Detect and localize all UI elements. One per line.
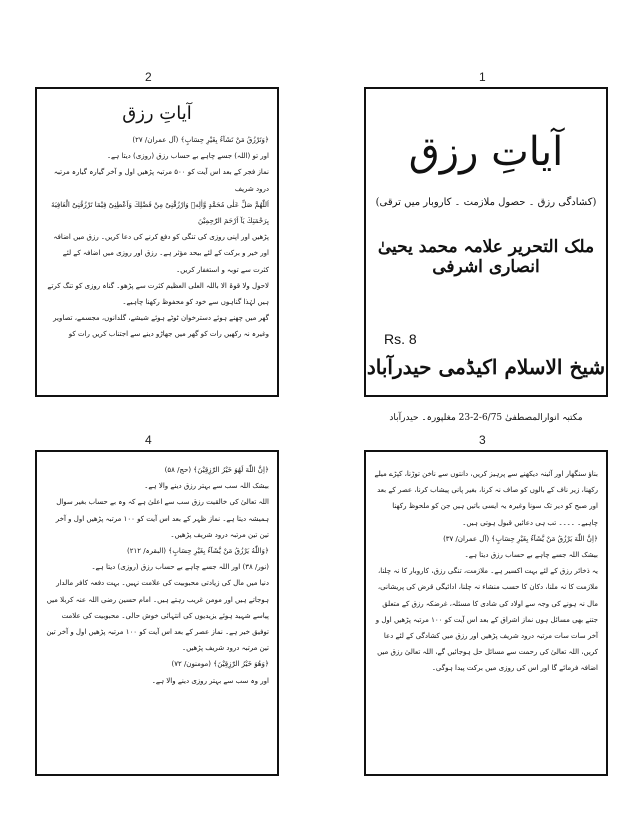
page-2 — [35, 87, 279, 397]
page-4-body — [37, 452, 277, 689]
page-3-body — [366, 452, 606, 677]
verse: ﴿وَهُوَ خَيْرُ الرّٰزِقِيْنَ﴾ (مومنون/ ۷۲) — [171, 660, 269, 669]
paragraph: اور وہ سب سے بہتر روزی دینے والا ہے۔ — [151, 676, 269, 685]
cover-title: آیاتِ رزق — [408, 129, 564, 175]
paragraph: اللہ تعالیٰ کی خالقیت رزق سب سے اعلیٰ ہے کہ وہ بے حساب بغیر سوال ہمیشہ دیتا ہے۔ نماز ظہر کے بعد اس آیت کو ۱۰۰ مرتبہ پڑھیں اول و آخر تین تین مرتبہ درود شریف پڑھیں۔ — [55, 498, 269, 539]
page-number-3: 3 — [479, 433, 486, 447]
page-3 — [364, 450, 608, 776]
paragraph: لاحول ولا قوۃ الا باللہ العلی العظیم کثرت سے پڑھو۔ گناہ روزی کو تنگ کرتے ہیں لہٰذا گناہوں سے خود کو محفوظ رکھنا چاہیے۔ — [47, 281, 269, 307]
cover-author: ملک التحریر علامہ محمد یحییٰ انصاری اشرفی — [377, 237, 595, 277]
paragraph: بیشک اللہ جسے چاہے بے حساب رزق دیتا ہے۔ — [464, 551, 598, 560]
paragraph: اور تو (اللہ) جسے چاہے بے حساب رزق (روزی) دیتا ہے۔ — [106, 152, 269, 161]
cover-price: Rs. 8 — [384, 331, 417, 347]
paragraph: یہ ذخائر رزق کے لئے بہت اکسیر ہے۔ ملازمت، تنگی رزق، کاروبار کا نہ چلنا، ملازمت کا نہ ملنا، دکان کا حسب منشاء نہ چلنا، ادائیگی قرض کی پریشانی، مال نہ ہونے کی وجہ سے اولاد کی شادی کا مسئلہ، غرضکہ رزق کے متعلق جتنے بھی مسائل ہوں نماز اشراق کے بعد اس آیت کو ۱۰۰ مرتبہ پڑھیں اول و آخر سات سات مرتبہ درود شریف پڑھیں اور رزق میں کشادگی کے لئے دعا کریں، اللہ تعالیٰ کی رحمت سے مسائل حل ہوجائیں گے، اللہ تعالیٰ رزق میں اضافہ فرمائے گا اور اس کی روزی میں برکت پیدا ہوگی۔ — [375, 567, 598, 673]
page-2-body — [37, 132, 277, 343]
page-2-title: آیاتِ رزق — [122, 103, 192, 124]
verse: ﴿وَاللّٰهُ يَرْزُقُ مَنْ يَّشَآءُ بِغَيْرِ حِسَابٍ﴾ (البقرہ/ ۲۱۲) — [126, 547, 269, 556]
paragraph: بناؤ سنگھار اور آئینہ دیکھنے سے پرہیز کریں، دانتوں سے ناخن توڑنا، کپڑے میلے رکھنا، زیر ناف کے بالوں کو صاف نہ کرنا، بغیر پانی پیشاب کرنا، عصر کے بعد اور صبح کو دیر تک سونا وغیرہ یہ ایسی باتیں ہیں جن کو ملحوظ رکھنا چاہیے۔ ۔۔۔۔ تب ہی دعائیں قبول ہوتی ہیں۔ — [374, 470, 598, 527]
paragraph: بیشک اللہ سب سے بہتر رزق دینے والا ہے۔ — [144, 482, 269, 491]
paragraph: دنیا میں مال کی زیادتی محبوبیت کی علامت نہیں۔ بہت دفعہ کافر مالدار ہوجاتے ہیں اور مومن غریب رہتے ہیں۔ امام حسین رضی اللہ عنہ کربلا میں پیاسے شہید ہوئے یزیدیوں کی انتہائی خوش حالی۔ محبوبیت کی علامت توفیق خیر ہے۔ نماز عصر کے بعد اس آیت کو ۱۰۰ مرتبہ پڑھیں اول و آخر تین تین مرتبہ درود شریف پڑھیں۔ — [46, 579, 269, 653]
page-number-1: 1 — [479, 70, 486, 84]
verse: ﴿اِنَّ اللّٰهَ لَهُوَ خَيْرُ الرّٰزِقِيْنَ﴾ (حج/ ۵۸) — [164, 466, 269, 474]
cover-publisher: مکتبہ انوارالمصطفیٰ 6/75-2-23 مغلپورہ۔ حیدرآباد — [389, 413, 583, 423]
cover-academy: شیخ الاسلام اکیڈمی حیدرآباد — [366, 355, 606, 379]
cover-page — [364, 87, 608, 423]
cover-subtitle: (کشادگی رزق ۔ حصول ملازمت ۔ کاروبار میں ترقی) — [375, 197, 597, 208]
page-4 — [35, 450, 279, 776]
page-number-2: 2 — [145, 70, 152, 84]
page-number-4: 4 — [145, 433, 152, 447]
verse: ﴿اِنَّ اللّٰهَ يَرْزُقُ مَنْ يَّشَآءُ بِغَيْرِ حِسَابٍ﴾ (آل عمران/ ۳۷) — [443, 534, 598, 543]
paragraph: نماز فجر کے بعد اس آیت کو ۵۰۰ مرتبہ پڑھیں اول و آخر گیارہ گیارہ مرتبہ درود شریف — [53, 168, 269, 193]
verse: ﴿وَتَرْزُقُ مَنْ تَشَآءُ بِغَيْرِ حِسَابٍ﴾ (آل عمران/ ۲۷) — [132, 136, 269, 144]
paragraph: گھر میں چھنے ہوئے دسترخوان ٹوٹے ہوئے شیشے، گلدانوں، مجسمے، تصاویر وغیرہ نہ رکھیں رات کو گھر میں جھاڑو دینے سے اجتناب کریں رات کو — [53, 314, 269, 339]
dua-text: اَللّٰهُمَّ صَلِّ عَلٰى مُحَمَّدٍ وَّاٰلِهٖ وَارْزُقْنِیْ مِنْ فَضْلِكَ وَاَعْطِنِیْ فِیْمَا تَرْزُقُنِیْ الْعَافِیَةَ بِرَحْمَتِكَ یَآ اَرْحَمَ الرّٰحِمِیْنَ — [51, 200, 269, 226]
paragraph: (نور/ ۳۸) اور اللہ جسے چاہے بے حساب رزق (روزی) دیتا ہے۔ — [91, 563, 269, 572]
paragraph: پڑھیں اور اپنی روزی کی تنگی کو دفع کرنے کی دعا کریں۔ رزق میں اضافہ اور خیر و برکت کے لئے بیحد مؤثر ہے۔ رزق اور روزی میں اضافہ کے لئے کثرت سے توبہ و استغفار کریں۔ — [53, 233, 269, 274]
